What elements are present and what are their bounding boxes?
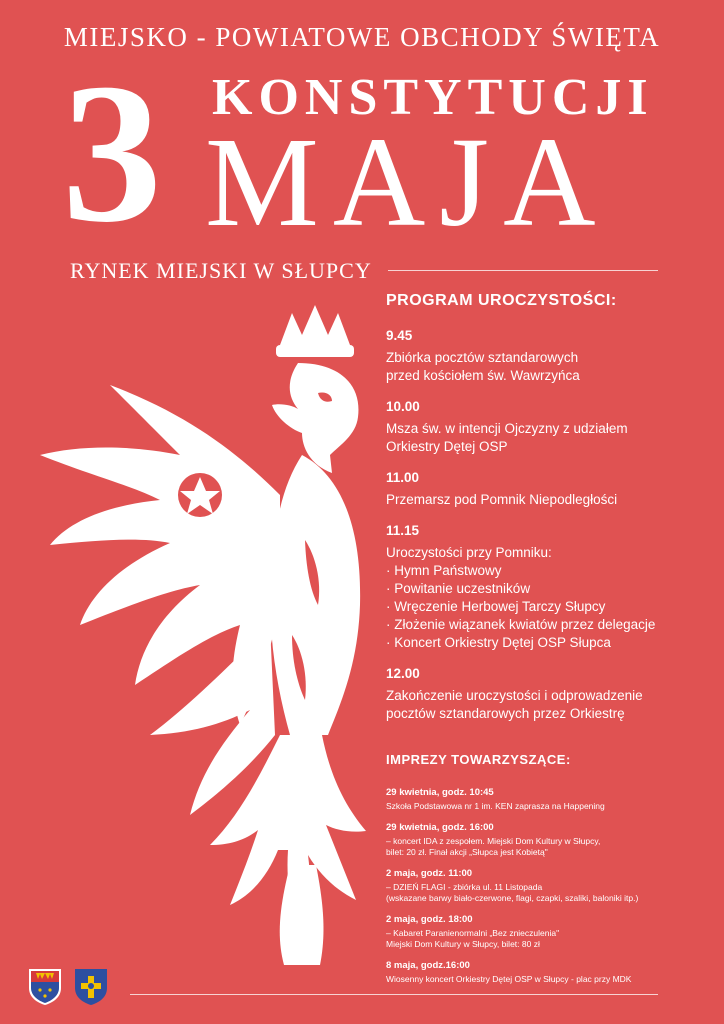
program-item [386, 523, 706, 652]
program-desc-line: Orkiestry Dętej OSP [386, 439, 508, 454]
event-date: 29 kwietnia, godz. 16:00 [386, 822, 494, 833]
event-desc-line: – Kabaret Paranienormalni „Bez znieczulenia" [386, 928, 560, 938]
event-location: RYNEK MIEJSKI W SŁUPCY [70, 258, 372, 283]
program-item [386, 399, 706, 456]
event-desc-line: bilet: 20 zł. Finał akcji „Słupca jest Kobietą" [386, 847, 548, 857]
program-item [386, 470, 706, 509]
divider-top [388, 270, 658, 271]
program-bullet-list [386, 562, 706, 652]
event-desc-line: – koncert IDA z zespołem. Miejski Dom Kultury w Słupcy, [386, 836, 601, 846]
event-item [386, 822, 716, 858]
event-desc-line: Szkoła Podstawowa nr 1 im. KEN zaprasza na Happening [386, 801, 605, 811]
events-section [386, 752, 716, 995]
program-bullet: · Hymn Państwowy [386, 562, 706, 580]
events-title: IMPREZY TOWARZYSZĄCE: [386, 752, 571, 767]
program-time: 11.15 [386, 523, 420, 538]
program-item [386, 666, 706, 723]
event-date: 8 maja, godz.16:00 [386, 960, 470, 971]
program-desc-line: Msza św. w intencji Ojczyzny z udziałem [386, 421, 628, 436]
title-maja: MAJA [205, 111, 610, 253]
event-item [386, 787, 716, 812]
program-bullet: · Powitanie uczestników [386, 580, 706, 598]
program-time: 10.00 [386, 399, 420, 414]
event-item [386, 914, 716, 950]
event-desc-line: (wskazane barwy biało-czerwone, flagi, czapki, szaliki, baloniki itp.) [386, 893, 639, 903]
program-section [386, 292, 706, 737]
program-desc-line: Zakończenie uroczystości i odprowadzenie [386, 688, 643, 703]
town-coat-of-arms-icon [74, 968, 108, 1006]
program-desc-line: Uroczystości przy Pomniku: [386, 545, 552, 560]
event-date: 2 maja, godz. 18:00 [386, 914, 473, 925]
event-subtitle: MIEJSKO - POWIATOWE OBCHODY ŚWIĘTA [63, 22, 661, 52]
white-eagle-icon [40, 305, 380, 965]
event-item [386, 960, 716, 985]
program-time: 12.00 [386, 666, 420, 681]
program-title: PROGRAM UROCZYSTOŚCI: [386, 292, 617, 309]
title-konstytucji: KONSTYTUCJI [212, 69, 654, 126]
event-desc-line: – DZIEŃ FLAGI - zbiórka ul. 11 Listopada [386, 882, 543, 892]
program-desc-line: pocztów sztandarowych przez Orkiestrę [386, 706, 625, 721]
program-item [386, 328, 706, 385]
event-item [386, 868, 716, 904]
program-desc-line: Przemarsz pod Pomnik Niepodległości [386, 492, 618, 507]
logos-row [28, 968, 116, 1006]
program-bullet: · Wręczenie Herbowej Tarczy Słupcy [386, 598, 706, 616]
event-date: 29 kwietnia, godz. 10:45 [386, 787, 494, 798]
county-coat-of-arms-icon [28, 968, 62, 1006]
event-desc-line: Wiosenny koncert Orkiestry Dętej OSP w Słupcy - plac przy MDK [386, 974, 632, 984]
event-desc-line: Miejski Dom Kultury w Słupcy, bilet: 80 zł [386, 939, 540, 949]
program-desc-line: Zbiórka pocztów sztandarowych [386, 350, 579, 365]
program-bullet: · Złożenie wiązanek kwiatów przez delegacje [386, 616, 706, 634]
event-date: 2 maja, godz. 11:00 [386, 868, 473, 879]
program-desc-line: przed kościołem św. Wawrzyńca [386, 368, 580, 383]
program-time: 9.45 [386, 328, 413, 343]
big-number-three: 3 [62, 43, 162, 264]
program-time: 11.00 [386, 470, 420, 485]
program-bullet: · Koncert Orkiestry Dętej OSP Słupca [386, 634, 706, 652]
divider-bottom [130, 994, 658, 995]
